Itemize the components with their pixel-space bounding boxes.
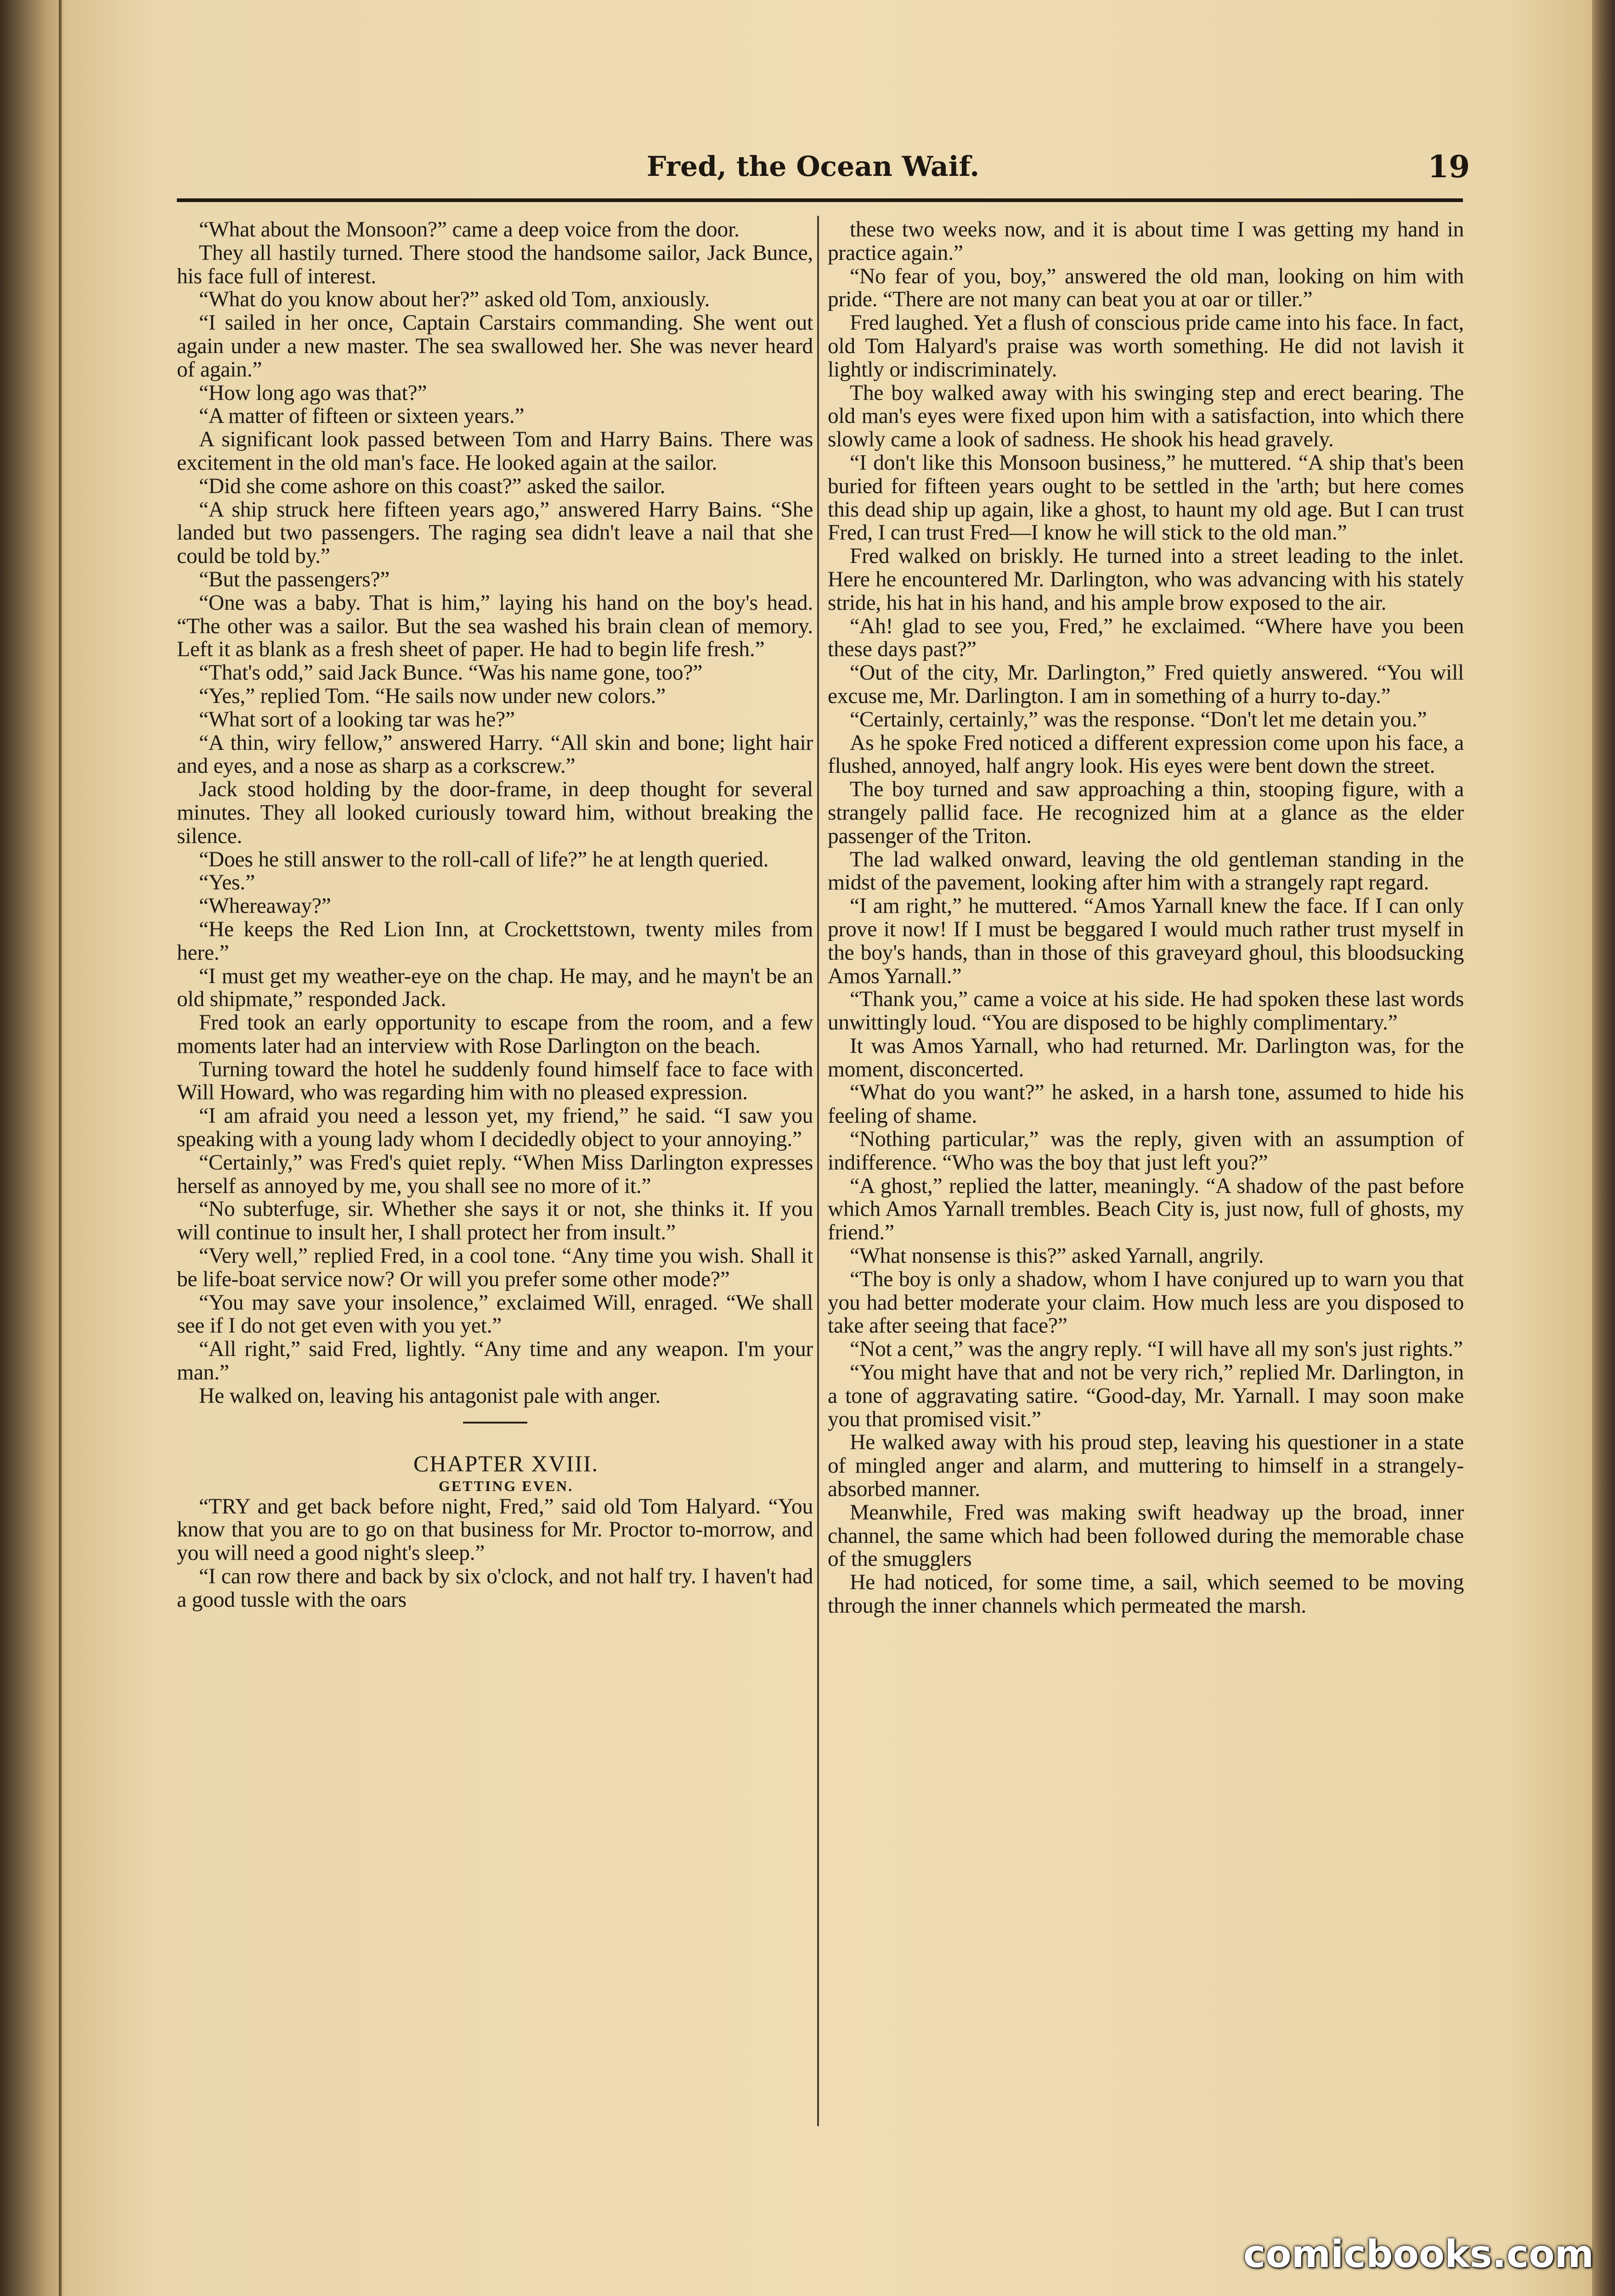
left-column bbox=[177, 218, 813, 2138]
paragraph: “What nonsense is this?” asked Yarnall, angrily. bbox=[850, 1244, 1264, 1268]
paragraph: “A thin, wiry fellow,” answered Harry. “All skin and bone; light hair and eyes, and a nose as sharp as a corkscrew.” bbox=[177, 731, 813, 778]
paragraph: “Ah! glad to see you, Fred,” he exclaimed. “Where have you been these days past?” bbox=[828, 614, 1464, 662]
chapter-divider-rule bbox=[463, 1422, 527, 1424]
paragraph: “Yes,” replied Tom. “He sails now under new colors.” bbox=[199, 684, 666, 708]
paragraph: “TRY and get back before night, Fred,” said old Tom Halyard. “You know that you are to go on that business for Mr. Proctor to-morrow, and you will need a good night's sleep.” bbox=[177, 1494, 813, 1565]
paragraph: “Thank you,” came a voice at his side. He had spoken these last words unwittingly loud. “You are disposed to be highly complimentary.” bbox=[828, 987, 1464, 1035]
header-rule bbox=[177, 198, 1463, 202]
binding-gutter bbox=[0, 0, 64, 2296]
paragraph: “Certainly, certainly,” was the response. “Don't let me detain you.” bbox=[850, 707, 1427, 732]
right-column-paragraphs bbox=[828, 218, 1464, 1618]
paragraph: “Nothing particular,” was the reply, given with an assumption of indifference. “Who was the boy that just left you?” bbox=[828, 1127, 1464, 1175]
gutter-fold bbox=[59, 0, 62, 2296]
paragraph: “Out of the city, Mr. Darlington,” Fred quietly answered. “You will excuse me, Mr. Darlington. I am in something of a hurry to-day.” bbox=[828, 661, 1464, 708]
paragraph: “I am afraid you need a lesson yet, my friend,” he said. “I saw you speaking with a young lady whom I decidedly object to your annoying.” bbox=[177, 1104, 813, 1152]
paragraph: A significant look passed between Tom and Harry Bains. There was excitement in the old man's face. He looked again at the sailor. bbox=[177, 428, 813, 475]
paragraph: “What do you know about her?” asked old Tom, anxiously. bbox=[199, 287, 710, 312]
paragraph: Fred walked on briskly. He turned into a street leading to the inlet. Here he encountered Mr. Darlington, who was advancing with his stately stride, his hat in his hand, and his ample brow exposed to the air. bbox=[828, 544, 1464, 615]
paragraph: “I can row there and back by six o'clock, and not half try. I haven't had a good tussle with the oars bbox=[177, 1564, 813, 1612]
paragraph: He walked away with his proud step, leaving his questioner in a state of mingled anger and alarm, and muttering to himself in a strangely-absorbed manner. bbox=[828, 1430, 1464, 1502]
paragraph: “Did she come ashore on this coast?” asked the sailor. bbox=[199, 474, 666, 498]
running-title: Fred, the Ocean Waif. bbox=[646, 151, 980, 183]
paragraph: “I must get my weather-eye on the chap. He may, and he mayn't be an old shipmate,” responded Jack. bbox=[177, 964, 813, 1012]
paragraph: Fred took an early opportunity to escape from the room, and a few moments later had an interview with Rose Darlington on the beach. bbox=[177, 1011, 813, 1058]
paragraph: “I don't like this Monsoon business,” he muttered. “A ship that's been buried for fifteen years ought to be settled in the 'arth; but here comes this dead ship up again, like a ghost, to haunt my old age. But I can trust Fred, I can trust Fred—I know he will stick to the old man.” bbox=[828, 450, 1464, 545]
paragraph: “Very well,” replied Fred, in a cool tone. “Any time you wish. Shall it be life-boat service now? Or will you prefer some other mode?” bbox=[177, 1244, 813, 1291]
paragraph: It was Amos Yarnall, who had returned. Mr. Darlington was, for the moment, disconcerted. bbox=[828, 1034, 1464, 1081]
paragraph: Jack stood holding by the door-frame, in deep thought for several minutes. They all looked curiously toward him, without breaking the silence. bbox=[177, 777, 813, 848]
paragraph: “But the passengers?” bbox=[199, 567, 390, 591]
paragraph: “Yes.” bbox=[199, 871, 255, 895]
paragraph: “A ghost,” replied the latter, meaningly. “A shadow of the past before which Amos Yarnall trembles. Beach City is, just now, full of ghosts, my friend.” bbox=[828, 1174, 1464, 1245]
paragraph: “One was a baby. That is him,” laying his hand on the boy's head. “The other was a sailor. But the sea washed his brain clean of memory. Left it as blank as a fresh sheet of paper. He had to begin life fresh.” bbox=[177, 591, 813, 662]
paragraph: “A ship struck here fifteen years ago,” answered Harry Bains. “She landed but two passengers. The raging sea didn't leave a nail that she could be told by.” bbox=[177, 497, 813, 568]
paragraph: “No subterfuge, sir. Whether she says it or not, she thinks it. If you will continue to insult her, I shall protect her from insult.” bbox=[177, 1197, 813, 1245]
paragraph: “A matter of fifteen or sixteen years.” bbox=[199, 404, 525, 428]
paragraph: “I sailed in her once, Captain Carstairs commanding. She went out again under a new master. The sea swallowed her. She was never heard of again.” bbox=[177, 311, 813, 382]
site-watermark: comicbooks.com bbox=[1243, 2233, 1594, 2276]
paragraph: “What sort of a looking tar was he?” bbox=[199, 707, 515, 732]
paragraph: The boy turned and saw approaching a thin, stooping figure, with a strangely pallid face. He recognized him at a glance as the elder passenger of the Triton. bbox=[828, 777, 1464, 848]
paragraph: Turning toward the hotel he suddenly found himself face to face with Will Howard, who was regarding him with no pleased expression. bbox=[177, 1057, 813, 1105]
paragraph: “You may save your insolence,” exclaimed Will, enraged. “We shall see if I do not get even with you yet.” bbox=[177, 1290, 813, 1338]
paragraph: “Not a cent,” was the angry reply. “I will have all my son's just rights.” bbox=[850, 1337, 1463, 1362]
paragraph: “He keeps the Red Lion Inn, at Crockettstown, twenty miles from here.” bbox=[177, 917, 813, 965]
paragraph: He had noticed, for some time, a sail, which seemed to be moving through the inner channels which permeated the marsh. bbox=[828, 1570, 1464, 1618]
paragraph: The boy walked away with his swinging step and erect bearing. The old man's eyes were fixed upon him with a satisfaction, into which there slowly came a look of sadness. He shook his head gravely. bbox=[828, 381, 1464, 452]
paragraph: “All right,” said Fred, lightly. “Any time and any weapon. I'm your man.” bbox=[177, 1337, 813, 1385]
page-number: 19 bbox=[1428, 149, 1470, 185]
paragraph: “You might have that and not be very rich,” replied Mr. Darlington, in a tone of aggravating satire. “Good-day, Mr. Yarnall. I may soon make you that promised visit.” bbox=[828, 1361, 1464, 1431]
paragraph: Fred laughed. Yet a flush of conscious pride came into his face. In fact, old Tom Halyard's praise was worth something. He did not lavish it lightly or indiscriminately. bbox=[828, 311, 1464, 382]
paragraph: “Does he still answer to the roll-call of life?” he at length queried. bbox=[199, 847, 769, 872]
paragraph: “That's odd,” said Jack Bunce. “Was his name gone, too?” bbox=[199, 661, 703, 685]
paragraph: “What do you want?” he asked, in a harsh tone, assumed to hide his feeling of shame. bbox=[828, 1080, 1464, 1128]
page-edge bbox=[1592, 0, 1615, 2296]
paragraph: “I am right,” he muttered. “Amos Yarnall knew the face. If I can only prove it now! If I must be beggared I would much rather trust myself in the boy's hands, than in those of this graveyard ghoul, this bloodsucking Amos Yarnall.” bbox=[828, 894, 1464, 988]
paragraph: these two weeks now, and it is about time I was getting my hand in practice again.” bbox=[828, 218, 1464, 265]
right-column bbox=[828, 218, 1464, 2138]
paragraph: Meanwhile, Fred was making swift headway up the broad, inner channel, the same which had been followed during the memorable chase of the smugglers bbox=[828, 1500, 1464, 1571]
paragraph: They all hastily turned. There stood the handsome sailor, Jack Bunce, his face full of interest. bbox=[177, 241, 813, 288]
column-divider bbox=[817, 216, 819, 2126]
paragraph: “Whereaway?” bbox=[199, 894, 331, 918]
paragraph: “No fear of you, boy,” answered the old man, looking on him with pride. “There are not many can beat you at oar or tiller.” bbox=[828, 264, 1464, 312]
chapter-subheading: GETTING EVEN. bbox=[438, 1477, 574, 1494]
paragraph: “What about the Monsoon?” came a deep voice from the door. bbox=[199, 218, 740, 242]
chapter-heading: CHAPTER XVIII. bbox=[413, 1450, 599, 1476]
paragraph: “The boy is only a shadow, whom I have conjured up to warn you that you had better moderate your claim. How much less are you disposed to take after seeing that face?” bbox=[828, 1267, 1464, 1338]
paragraph: “How long ago was that?” bbox=[199, 381, 427, 405]
paragraph: “Certainly,” was Fred's quiet reply. “When Miss Darlington expresses herself as annoyed by me, you shall see no more of it.” bbox=[177, 1150, 813, 1198]
paragraph: As he spoke Fred noticed a different expression come upon his face, a flushed, annoyed, half angry look. His eyes were bent down the street. bbox=[828, 731, 1464, 778]
paragraph: The lad walked onward, leaving the old gentleman standing in the midst of the pavement, looking after him with a strangely rapt regard. bbox=[828, 847, 1464, 895]
left-column-paragraphs bbox=[177, 218, 813, 1408]
chapter-opening-paragraphs bbox=[177, 1495, 813, 1612]
paragraph: He walked on, leaving his antagonist pale with anger. bbox=[199, 1384, 661, 1408]
